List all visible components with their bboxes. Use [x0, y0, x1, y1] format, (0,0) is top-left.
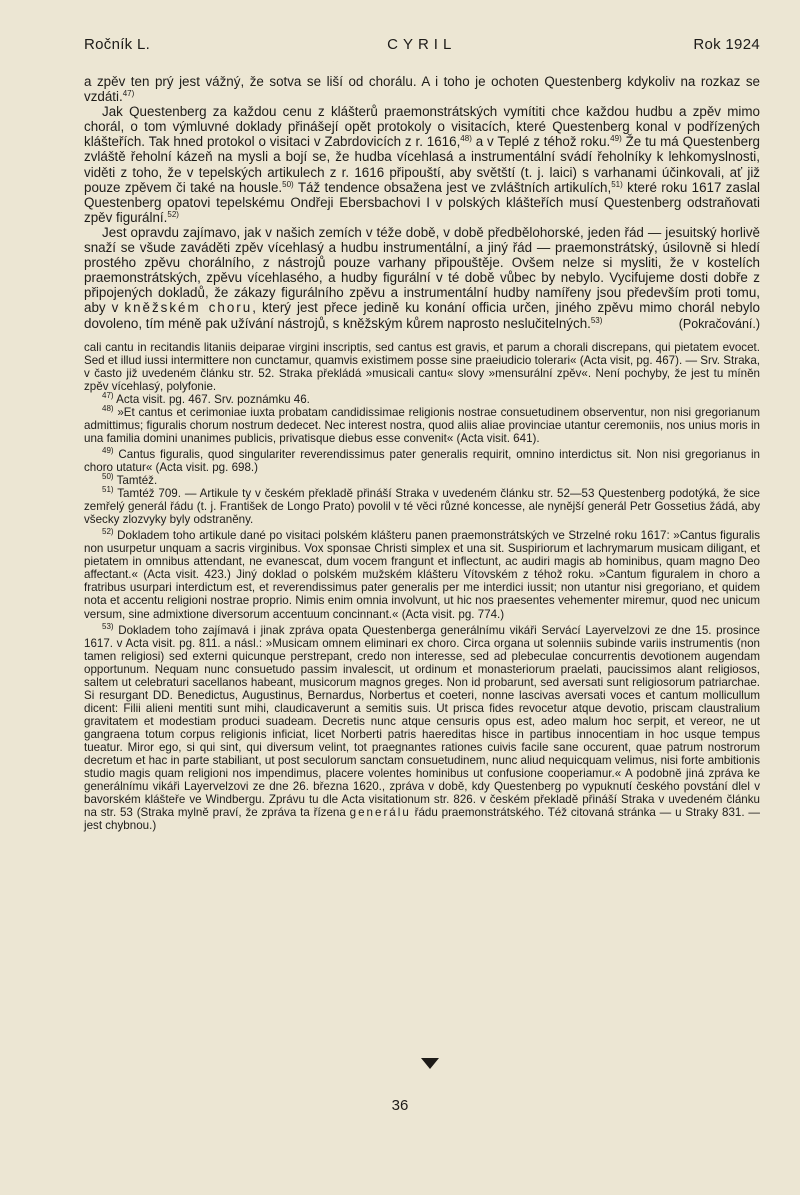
footnote-text: Acta visit. pg. 467. Srv. poznámku 46.	[113, 392, 310, 406]
footnote-number: 50)	[102, 472, 114, 482]
footnote-number: 52)	[102, 527, 114, 537]
page	[84, 36, 760, 832]
paragraph-2	[84, 104, 760, 225]
footnote-text: Tamtéž 709. — Artikule ty v českém překladě přináší Straka v uvedeném článku str. 52—53 Questenberg podotýká, že sice zemřelý generál řádu (t. j. František de Longo Prato) povolil v té věci různé koncesse, ale nynější generál Petr Gossetius žádá, aby všecky zlozvyky byly odstraněny.	[84, 487, 760, 527]
paragraph-2-text-d: Táž tendence obsažena jest ve zvláštních artikulích,	[293, 179, 612, 195]
continued-note: (Pokračování.)	[678, 316, 760, 331]
footnote-ref-51: 51)	[611, 179, 623, 189]
footnote-ref-52: 52)	[167, 209, 179, 219]
footnote-number: 48)	[102, 403, 114, 413]
paragraph-3-text-a: Jest opravdu zajímavo, jak v našich zemích v téže době, v době předbělohorské, jeden řád — jesuitský horlivě snaží se všude zaváděti zpěv vícehlasý a hudbu instrumentální, a jiný řád — praemonstrátský, úsilovně si hledí prostého zpěvu chorálního, z nástrojů pouze varhany připouštěje. Ovšem nelze si mysliti, že v kostelích praemonstrátských, zpěvu vícehlasého, a hudby figurální v té době vůbec by nebylo. Vycifujeme dosti dobře z připojených dokladů, že zákazy figurálního zpěvu a instrumentální hudby namířeny jsou především proti tomu, aby v	[84, 224, 760, 316]
paragraph-2-text-e: které roku 1617 zaslal Questenberg opatovi tepelskému Ondřeji Ebersbachovi I v polských klášteřích musí Questenberg odstraňovati zpěv figurální.	[84, 179, 761, 225]
footnote-49	[84, 445, 760, 475]
volume-label: Ročník L.	[84, 36, 151, 53]
footnote-text: Dokladem toho artikule dané po visitaci polském klášteru panen praemonstrátských ve Strzelné roku 1617: »Cantus figuralis non usurpetur unquam a sacris virginibus. Vox sponsae Christi simplex et una sit. Suspiriorum et lachrymarum musicam diligant, et pietatem in omnibus attendant, ne evanescat, dum vocem frangunt et inflectunt, ac audiri magis ab hominibus, quam magno Deo affectant.« (Acta visit. 423.) Jiný doklad o polském mužském klášteru Vítovském z téhož roku. »Cantum figuralem in choro a fratribus usurpari interdictum est, et reverendissimus pater generalis per me interdici iussit; non utantur nisi gregoriano, et quidem nota et accentu religioni nostrae proprio. Nimis enim omnia involvunt, ut hic nos praesentes vehementer miremur, quod nec unicum versum, sine admixtione diversorum accentuum concinnant.« (Acta visit. pg. 774.)	[84, 529, 760, 621]
footnote-text: »Et cantus et cerimoniae iuxta probatam candidissimae religionis nostrae consuetudinem observentur, non nisi gregorianum admittimus; figuralis chorum nostrum dedecet. Nec interest nostra, quod aliis aliae provinciae utantur ceremoniis, nos unius moris in una familia domini unanimes publicis, privatisque diebus esse convenit« (Acta visit. 641).	[84, 405, 760, 445]
paragraph-2-text-c: Že tu má Questenberg zvláště řeholní kázeň na mysli a bojí se, že hudba vícehlasá a instrumentální svádí řeholníky k lehkomyslnosti, viděti z toho, že v tepelských artikulech z r. 1616 připouští, aby světští (t. j. laici) s varhanami účinkovali, ať již pouze zpěvem či také na housle.	[84, 134, 760, 195]
footnote-52	[84, 529, 760, 620]
footnote-text: Dokladem toho zajímavá i jinak zpráva opata Questenberga generálnímu vikáři Servácí Layervelzovi ze dne 15. prosince 1617. v Acta visit. pg. 811. a násl.: »Musicam omnem eliminari ex choro. Circa organa ut solenniis subinde variis instrumentis (non tamen religiosi) sed externi quicunque perstrepant, credo non interesse, sed ad plebeculae concurrentis devotionem augendam opportunum. Nequam nunc consuetudo passim invalescit, ut ordinum et monasteriorum praelati, paucissimos alant religiosos, saltem ut celebraturi sacellanos habeant, musicorum magnos greges. Non id probarunt, sed aversati sunt religiosorum patriarchae. Si resurgant DD. Benedictus, Augustinus, Bernardus, Norbertus et coeteri, nonne lascivas aversati voces et cantum mollicullum dicent: Filii alieni mentiti sunt mihi, claudicaverunt a semitis suis. Ut prisca fides revocetur atque devotio, priscam claustralium gravitatem et modestiam produci suadeam. Decretis nunc atque censuris opus est, adeo malum hoc serpit, et vereor, ne ut gangraena totum corpus religionis inficiat, licet Norberti patris haereditas hisce in partibus innocentiam in hoc usque tempus tueatur. Miror ego, si qui sint, qui diversum velint, tot praegnantes rationes cuivis facile sane occurent, quae patrum nostrorum decretum et hac in parte stabiliant, ut post seculorum sanctam consuetudinem, nunc aliud nequicquam velimus, nisi forte ambitionis studio magis quam religioni nos impendimus, placere volentes hominibus ut confusione cooperiamur.« A podobně jiná zpráva ke generálnímu vikáři Layervelzovi ze dne 26. března 1620., zpráva v době, kdy Questenberg po vypuknutí českého povstání dlel v bavorském klášteře ve Windbergu. Zprávu tu dle Acta visitationum str. 826. v českém překladě přináší Straka v uvedeném článku na str. 53 (Straka mylně praví, že zpráva ta řízena	[84, 623, 760, 820]
footnote-text: Cantus figuralis, quod singulariter reverendissimus pater generalis requirit, omnino interdictus sit. Non nisi gregorianus in choro utatur« (Acta visit. pg. 698.)	[84, 447, 760, 475]
footnote-53	[84, 621, 760, 833]
footnote-51	[84, 487, 760, 526]
footnote-number: 53)	[102, 621, 114, 631]
footnote-50	[84, 474, 760, 487]
paragraph-3-text-b: , který jest přece jedině ku konání officia určen, jiného zpěvu mimo chorál nebylo dovoleno, tím méně pak užívání nástrojů, s kněžským kůrem naprosto neslučitelných.	[84, 300, 760, 331]
running-header	[84, 36, 760, 60]
footnote-ref-48: 48)	[460, 134, 472, 144]
paragraph-2-text-a: Jak Questenberg za každou cenu z klášterů praemonstrátských vymítiti chce každou hudbu a zpěv mimo chorál, o tom výmluvné doklady přinášejí opět protokoly o visitacích, které Questenberg konal v podřízených klášteřích. Tak hned protokol o visitaci v Zabrdovicích z r. 1616,	[84, 104, 760, 150]
footnote-text-end: řádu praemonstrátského. Též citovaná stránka — u Straky 831. — jest chybnou.)	[84, 806, 760, 833]
paragraph-1	[84, 74, 760, 104]
footnote-ref-49: 49)	[610, 134, 622, 144]
footnote-ref-53: 53)	[590, 315, 603, 325]
journal-title: CYRIL	[387, 36, 457, 53]
footnote-number: 51)	[102, 485, 114, 495]
paragraph-3	[84, 225, 760, 331]
year-label: Rok 1924	[693, 36, 760, 53]
footnote-48	[84, 403, 760, 445]
footnote-46-continuation: cali cantu in recitandis litaniis deiparae virgini inscriptis, sed cantus est gravis, et parum a chorali discrepans, qui pietatem evocet. Sed et illud iussi intermittere non cunctamur, quamvis existimem posse sine praeiudicio tolerari« (Acta visit, pg. 467). — Srv. Straka, v často již uvedeném článku str. 52. Straka překládá »musicali cantu« slovy »mensurální zpěv«. Není pochyby, že jest tu míněn zpěv vícehlasý, polyfonie.	[84, 340, 760, 393]
footnote-ref-50: 50)	[282, 179, 294, 189]
footnote-number: 47)	[102, 390, 114, 400]
emphasis-spaced: generálu	[349, 806, 411, 820]
emphasis-spaced: kněžském choru	[124, 300, 253, 316]
page-number: 36	[391, 1097, 409, 1114]
main-text	[84, 74, 760, 331]
footnotes	[84, 341, 760, 833]
paragraph-2-text-b: a v Teplé z téhož roku.	[471, 134, 611, 150]
footnote-text: Tamtéž.	[113, 474, 158, 488]
down-arrow-icon	[421, 1058, 439, 1069]
footnote-ref-47: 47)	[122, 89, 135, 99]
footnote-47	[84, 390, 760, 406]
paragraph-1-text: a zpěv ten prý jest vážný, že sotva se liší od chorálu. A i toho je ochoten Questenberg kdykoliv na rozkaz se vzdáti.	[84, 74, 760, 105]
footnote-number: 49)	[102, 445, 114, 455]
